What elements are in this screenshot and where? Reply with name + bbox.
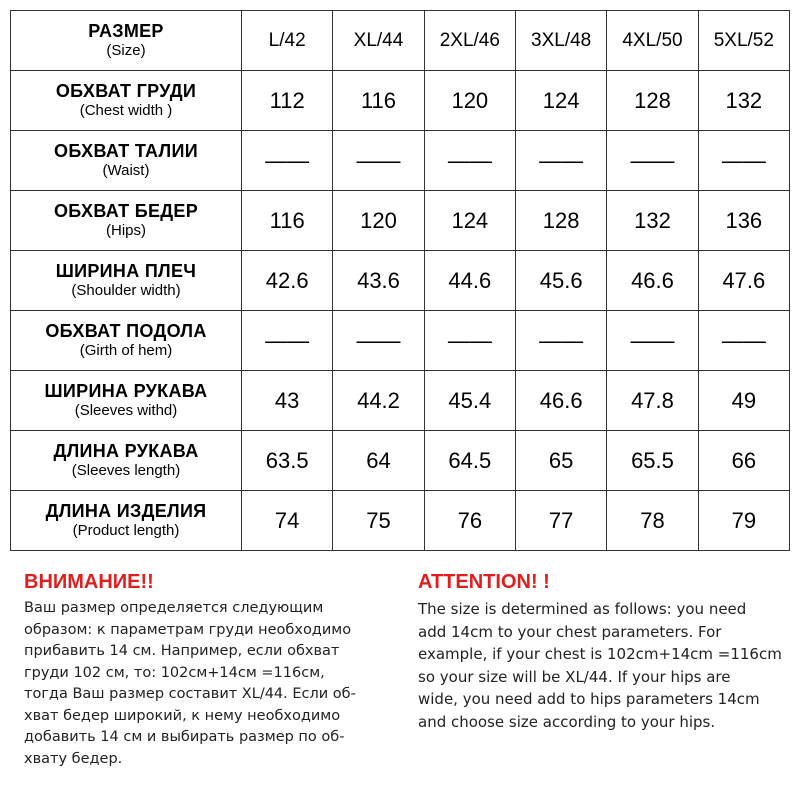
note-line: прибавить 14 см. Например, если обхват	[24, 643, 340, 659]
table-cell: 44.6	[424, 251, 515, 311]
table-cell: 120	[333, 191, 424, 251]
table-cell: ——	[333, 311, 424, 371]
size-header-2xl46: 2XL/46	[424, 11, 515, 71]
note-line: and choose size according to your hips.	[418, 712, 716, 731]
row-label-ru: ДЛИНА ИЗДЕЛИЯ	[45, 501, 207, 521]
note-line: add 14cm to your chest parameters. For	[418, 622, 722, 641]
table-cell: 45.6	[515, 251, 606, 311]
size-header-cell	[11, 11, 242, 71]
size-header-xl44: XL/44	[333, 11, 424, 71]
row-label-en: (Hips)	[106, 222, 146, 239]
size-chart-table	[10, 10, 790, 551]
table-cell: 76	[424, 491, 515, 551]
table-cell: 63.5	[242, 431, 333, 491]
table-cell: 74	[242, 491, 333, 551]
table-cell: 47.6	[698, 251, 789, 311]
table-cell: 75	[333, 491, 424, 551]
table-cell: ——	[698, 131, 789, 191]
note-line: образом: к параметрам груди необходимо	[24, 621, 352, 638]
table-cell: 46.6	[515, 371, 606, 431]
table-cell: 116	[242, 191, 333, 251]
table-cell: 44.2	[333, 371, 424, 431]
row-label-en: (Chest width )	[79, 102, 173, 119]
attention-note-ru	[24, 568, 400, 770]
row-label-en: (Sleeves length)	[71, 462, 181, 479]
row-label-cell	[11, 311, 242, 371]
table-cell: 79	[698, 491, 789, 551]
row-label-ru: ОБХВАТ БЕДЕР	[53, 201, 199, 221]
note-line: example, if your chest is 102cm+14cm =116cm	[418, 645, 782, 663]
table-cell: 78	[607, 491, 698, 551]
table-cell: ——	[515, 131, 606, 191]
row-label-cell	[11, 191, 242, 251]
table-row-sleeve-length	[11, 431, 790, 491]
row-label-en: (Sleeves withd)	[74, 402, 178, 419]
table-cell: 112	[242, 71, 333, 131]
note-line: so your size will be XL/44. If your hips are	[418, 667, 731, 686]
table-cell: 47.8	[607, 371, 698, 431]
table-cell: ——	[242, 311, 333, 371]
table-row-hips	[11, 191, 790, 251]
table-cell: 42.6	[242, 251, 333, 311]
size-label-en: (Size)	[106, 42, 146, 59]
table-cell: ——	[698, 311, 789, 371]
row-label-ru: ШИРИНА ПЛЕЧ	[55, 261, 197, 281]
row-label-ru: ОБХВАТ ПОДОЛА	[45, 321, 207, 341]
table-cell: ——	[333, 131, 424, 191]
note-line: тогда Ваш размер составит XL/44. Если об-	[24, 686, 356, 702]
row-label-en: (Girth of hem)	[79, 342, 173, 359]
note-line: хват бедер широкий, к нему необходимо	[24, 707, 341, 724]
table-cell: 124	[424, 191, 515, 251]
table-cell: ——	[424, 311, 515, 371]
row-label-ru: ОБХВАТ ТАЛИИ	[54, 141, 198, 161]
table-row-hem	[11, 311, 790, 371]
table-cell: 65	[515, 431, 606, 491]
row-label-cell	[11, 251, 242, 311]
table-cell: 43.6	[333, 251, 424, 311]
size-label-ru: РАЗМЕР	[88, 21, 164, 41]
table-cell: 66	[698, 431, 789, 491]
table-cell: ——	[424, 131, 515, 191]
note-line: The size is determined as follows: you need	[418, 600, 747, 618]
table-cell: 128	[607, 71, 698, 131]
size-header-3xl48: 3XL/48	[515, 11, 606, 71]
table-cell: 49	[698, 371, 789, 431]
table-cell: 46.6	[607, 251, 698, 311]
row-label-cell	[11, 131, 242, 191]
row-label-ru: ДЛИНА РУКАВА	[53, 441, 199, 461]
table-cell: ——	[515, 311, 606, 371]
table-cell: 116	[333, 71, 424, 131]
size-header-4xl50: 4XL/50	[607, 11, 698, 71]
size-header-l42: L/42	[242, 11, 333, 71]
table-row-chest	[11, 71, 790, 131]
note-line: груди 102 см, то: 102см+14см =116см,	[24, 664, 325, 681]
row-label-en: (Shoulder width)	[71, 282, 181, 299]
table-row-waist	[11, 131, 790, 191]
table-cell: 136	[698, 191, 789, 251]
attention-title-en: ATTENTION! !	[418, 571, 550, 593]
attention-note-en	[418, 568, 798, 733]
row-label-cell	[11, 371, 242, 431]
row-label-ru: ОБХВАТ ГРУДИ	[55, 81, 197, 101]
attention-title-ru: ВНИМАНИЕ!!	[24, 571, 154, 593]
table-cell: 77	[515, 491, 606, 551]
note-line: добавить 14 см и выбирать размер по об-	[24, 729, 345, 745]
table-cell: 45.4	[424, 371, 515, 431]
attention-notes	[0, 568, 800, 800]
table-cell: 128	[515, 191, 606, 251]
table-cell: ——	[607, 131, 698, 191]
note-line: хвату бедер.	[24, 750, 123, 767]
row-label-en: (Waist)	[102, 162, 150, 179]
table-cell: 64	[333, 431, 424, 491]
table-cell: 65.5	[607, 431, 698, 491]
table-cell: 64.5	[424, 431, 515, 491]
row-label-cell	[11, 71, 242, 131]
table-header-row	[11, 11, 790, 71]
table-cell: 43	[242, 371, 333, 431]
table-cell: 120	[424, 71, 515, 131]
table-cell: 124	[515, 71, 606, 131]
table-cell: ——	[607, 311, 698, 371]
table-cell: ——	[242, 131, 333, 191]
table-cell: 132	[698, 71, 789, 131]
table-cell: 132	[607, 191, 698, 251]
row-label-cell	[11, 431, 242, 491]
row-label-en: (Product length)	[72, 522, 180, 539]
table-row-shoulder	[11, 251, 790, 311]
table-row-sleeve-width	[11, 371, 790, 431]
note-line: wide, you need add to hips parameters 14cm	[418, 690, 760, 708]
note-line: Ваш размер определяется следующим	[24, 600, 324, 616]
size-header-5xl52: 5XL/52	[698, 11, 789, 71]
row-label-cell	[11, 491, 242, 551]
row-label-ru: ШИРИНА РУКАВА	[44, 381, 208, 401]
table-row-product-length	[11, 491, 790, 551]
